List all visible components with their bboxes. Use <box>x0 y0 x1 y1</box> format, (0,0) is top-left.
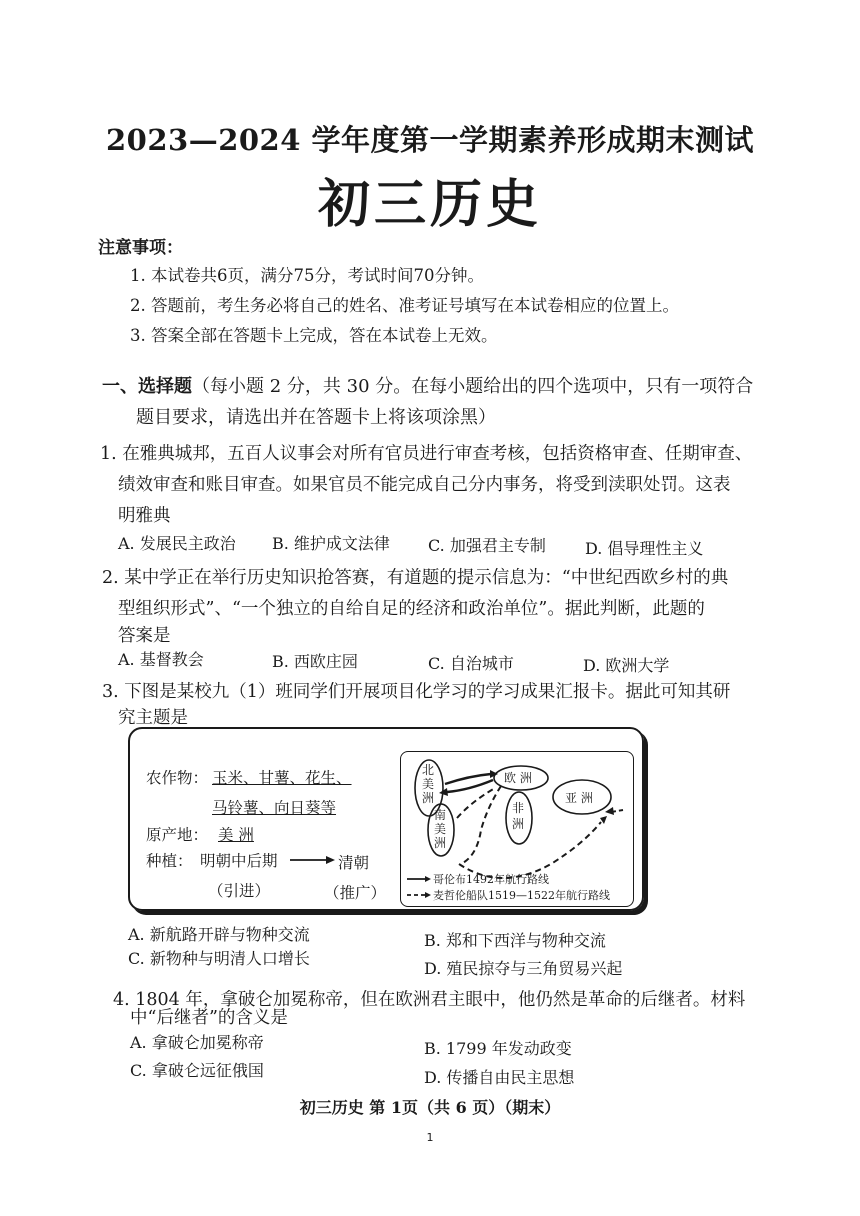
notice-item: 1. 本试卷共6页，满分75分，考试时间70分钟。 <box>130 266 484 285</box>
planting-from-note: （引进） <box>208 882 271 900</box>
planting-to: 清朝 <box>338 854 370 872</box>
notice-item: 3. 答案全部在答题卡上完成，答在本试卷上无效。 <box>130 326 498 345</box>
notice-item: 2. 答题前，考生务必将自己的姓名、准考证号填写在本试卷相应的位置上。 <box>130 296 679 315</box>
question-3-option-c[interactable]: C. 新物种与明清人口增长 <box>128 949 310 968</box>
crops-label: 农作物： <box>146 769 209 787</box>
page-number: 1 <box>426 1131 434 1144</box>
section-desc-line2: 题目要求，请选出并在答题卡上将该项涂黑） <box>136 407 496 428</box>
question-1-option-c[interactable]: C. 加强君主专制 <box>428 536 546 555</box>
notice-heading: 注意事项： <box>98 238 183 258</box>
question-2-option-b[interactable]: B. 西欧庄园 <box>272 652 358 671</box>
planting-from: 明朝中后期 <box>200 852 278 870</box>
legend-magellan: 麦哲伦船队1519—1522年航行路线 <box>433 889 610 902</box>
voyage-route-map <box>400 751 634 907</box>
north-america-label: 北美洲 <box>422 763 435 805</box>
question-3-line: 究主题是 <box>118 708 188 728</box>
question-4-option-d[interactable]: D. 传播自由民主思想 <box>424 1068 575 1087</box>
question-2-option-d[interactable]: D. 欧洲大学 <box>583 656 670 675</box>
question-2-option-a[interactable]: A. 基督教会 <box>118 650 204 669</box>
africa-label: 非洲 <box>512 801 525 831</box>
origin-value: 美 洲 <box>218 826 254 844</box>
section-desc: （每小题 2 分，共 30 分。在每小题给出的四个选项中，只有一项符合 <box>192 376 754 397</box>
subject-title: 初三历史 <box>317 174 542 235</box>
planting-to-note: （推广） <box>324 884 387 902</box>
question-1-line: 1. 在雅典城邦，五百人议事会对所有官员进行审查考核，包括资格审查、任期审查、 <box>100 444 753 464</box>
question-2-line: 2. 某中学正在举行历史知识抢答赛，有道题的提示信息为：“中世纪西欧乡村的典 <box>102 568 729 588</box>
question-4-option-a[interactable]: A. 拿破仑加冕称帝 <box>130 1033 264 1052</box>
section-header <box>102 372 753 398</box>
question-1-option-d[interactable]: D. 倡导理性主义 <box>585 539 704 558</box>
question-2-line: 答案是 <box>118 626 171 646</box>
europe-label: 欧 洲 <box>504 771 532 785</box>
question-2-option-c[interactable]: C. 自治城市 <box>428 654 514 673</box>
south-america-label: 南美洲 <box>434 808 447 850</box>
question-3-option-d[interactable]: D. 殖民掠夺与三角贸易兴起 <box>424 959 623 978</box>
question-3-line: 3. 下图是某校九（1）班同学们开展项目化学习的学习成果汇报卡。据此可知其研 <box>102 682 731 702</box>
question-3-option-b[interactable]: B. 郑和下西洋与物种交流 <box>424 931 606 950</box>
question-4-option-c[interactable]: C. 拿破仑远征俄国 <box>130 1061 264 1080</box>
exam-title: 2023—2024 学年度第一学期素养形成期末测试 <box>105 123 755 157</box>
question-1-option-b[interactable]: B. 维护成文法律 <box>272 534 390 553</box>
asia-label: 亚 洲 <box>565 791 593 805</box>
question-1-option-a[interactable]: A. 发展民主政治 <box>118 534 236 553</box>
question-1-line: 明雅典 <box>118 506 171 526</box>
crops-line-1: 玉米、甘薯、花生、 <box>212 769 352 787</box>
question-3-option-a[interactable]: A. 新航路开辟与物种交流 <box>128 925 310 944</box>
legend-columbus: 哥伦布1492年航行路线 <box>433 873 549 886</box>
question-4-option-b[interactable]: B. 1799 年发动政变 <box>424 1039 572 1058</box>
question-4-line: 中“后继者”的含义是 <box>130 1008 288 1028</box>
planting-label: 种植： <box>146 852 193 870</box>
question-4-line: 4. 1804 年，拿破仑加冕称帝，但在欧洲君主眼中，他仍然是革命的后继者。材料 <box>113 990 746 1010</box>
project-report-card <box>128 727 644 911</box>
origin-label: 原产地： <box>146 826 209 844</box>
section-label: 一、选择题 <box>102 376 192 397</box>
crops-line-2: 马铃薯、向日葵等 <box>212 799 337 817</box>
question-1-line: 绩效审查和账目审查。如果官员不能完成自己分内事务，将受到渎职处罚。这表 <box>118 475 731 495</box>
page-footer: 初三历史 第 1页（共 6 页）（期末） <box>299 1098 561 1117</box>
question-2-line: 型组织形式”、“一个独立的自给自足的经济和政治单位”。据此判断，此题的 <box>118 599 705 619</box>
